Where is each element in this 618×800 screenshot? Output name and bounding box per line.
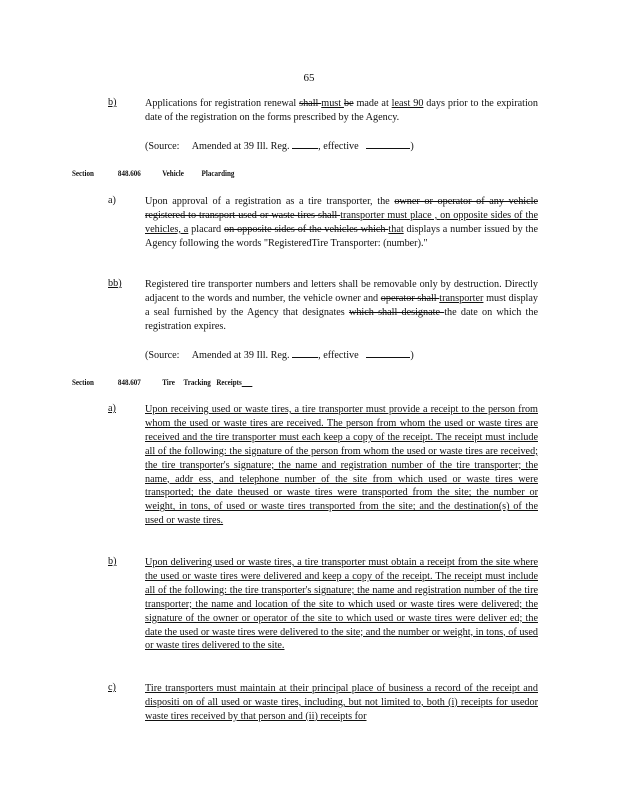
- paragraph-text: [145, 682, 538, 724]
- paragraph-label: a): [108, 403, 116, 414]
- inserted-text: Upon receiving used or waste tires, a tire transporter must provide a receipt to the person from whom the used or waste tires are received. The person from whom the used or waste tires are received and the tire transporter must each keep a copy of the receipt. The receipt must include all of the following: the signature of the person from whom the used or waste tires are received; the tire transporter's signature; the name and registration number of the tire transporter; the name, addr ess, and telephone number of the site from which used or waste tires were transported; the date theused or waste tires were transported from the site; the number or weight, in tons, of used or waste tires transported from the site; and the destination(s) of the used or waste tires.: [145, 404, 538, 527]
- deleted-text: shall: [299, 98, 322, 109]
- paragraph-label: b): [108, 556, 117, 567]
- section-number: 848.606: [117, 168, 141, 178]
- deleted-text: owner or operator of any vehicle registered to transport used or waste tires shall: [145, 196, 538, 221]
- section-heading-848-607: [72, 377, 252, 387]
- inserted-text: on opposite sides of the vehicles, a: [145, 209, 538, 235]
- inserted-text: least 90: [391, 98, 424, 109]
- text-run: days prior to the expiration date of the registration on the forms prescribed by the Agency.: [145, 98, 538, 123]
- paragraph-text: [145, 195, 538, 251]
- section-title-2: Placarding: [201, 168, 235, 178]
- section-word: Section: [72, 168, 94, 178]
- section-title-3: Receipts: [216, 377, 242, 387]
- text-run: made at: [353, 98, 392, 109]
- source-prefix: (Source:: [145, 141, 180, 152]
- blank-line: [292, 139, 318, 149]
- deleted-text: which shall designate: [348, 306, 445, 318]
- section-heading-848-606: [72, 168, 234, 178]
- text-run: placard: [188, 223, 225, 235]
- paragraph-label: a): [108, 195, 116, 206]
- section-number: 848.607: [117, 377, 141, 387]
- inserted-text: Upon delivering used or waste tires, a tire transporter must obtain a receipt from the site where the used or waste tires were delivered and keep a copy of the receipt. The receipt must include all of the following: the tire transporter's signature; the name and registration number of the tire transporter; the name and location of the site to which used or waste tires were delivered; the signature of the owner or operator of the site to which used or waste tires were deliver ed; the date the used or waste tires were delivered to the site; and the number or weight, in tons, of used or waste tires delivered to the site.: [145, 557, 538, 652]
- paragraph-label: c): [108, 682, 116, 693]
- blank-line: [366, 139, 410, 149]
- section-title-1: Vehicle: [162, 168, 184, 178]
- paragraph-text: [145, 278, 538, 334]
- inserted-text: transporter: [439, 292, 484, 304]
- deleted-text: be: [343, 98, 354, 109]
- paragraph-label: bb): [108, 278, 122, 289]
- text-run: must display a seal furnished by the Agency that designates: [145, 292, 538, 318]
- paragraph-text: [145, 556, 538, 653]
- blank-line: [292, 348, 318, 358]
- source-close: ): [410, 141, 414, 152]
- source-prefix: (Source:: [145, 350, 180, 361]
- section-word: Section: [72, 377, 94, 387]
- source-effective: , effective: [318, 141, 359, 152]
- deleted-text: on opposite sides of the vehicles which: [224, 223, 389, 235]
- source-text: Amended at 39 Ill. Reg.: [191, 350, 290, 361]
- deleted-text: operator shall: [380, 292, 440, 304]
- text-run: Upon approval of a registration as a tire transporter, the: [145, 196, 395, 207]
- page-number: 65: [303, 72, 315, 84]
- text-run: the date on which the registration expires.: [145, 306, 538, 332]
- inserted-text: that: [388, 223, 404, 235]
- section-title-2: Tracking: [183, 377, 211, 387]
- text-run: displays a number issued by the Agency following the words "RegisteredTire Transporter: (number).": [145, 223, 538, 249]
- source-effective: , effective: [318, 350, 359, 361]
- blank-line: [366, 348, 410, 358]
- text-run: Registered tire transporter numbers and letters shall be removable only by destruction. Directly adjacent to the words and number, the vehicle owner and: [145, 279, 538, 304]
- text-run: Applications for registration renewal: [145, 98, 300, 109]
- section-title-1: Tire: [162, 377, 175, 387]
- paragraph-label: b): [108, 97, 117, 108]
- source-close: ): [410, 350, 414, 361]
- paragraph-text: [145, 403, 538, 528]
- source-text: Amended at 39 Ill. Reg.: [191, 141, 290, 152]
- inserted-text: must: [321, 98, 344, 109]
- inserted-text: transporter must place ,: [340, 209, 441, 221]
- paragraph-text: [145, 97, 538, 125]
- inserted-text: Tire transporters must maintain at their principal place of business a record of the receipt and dispositi on of all used or waste tires, including, but not limited to, both (i) receipts for usedor waste tires received by that person and (ii) receipts for: [145, 683, 538, 722]
